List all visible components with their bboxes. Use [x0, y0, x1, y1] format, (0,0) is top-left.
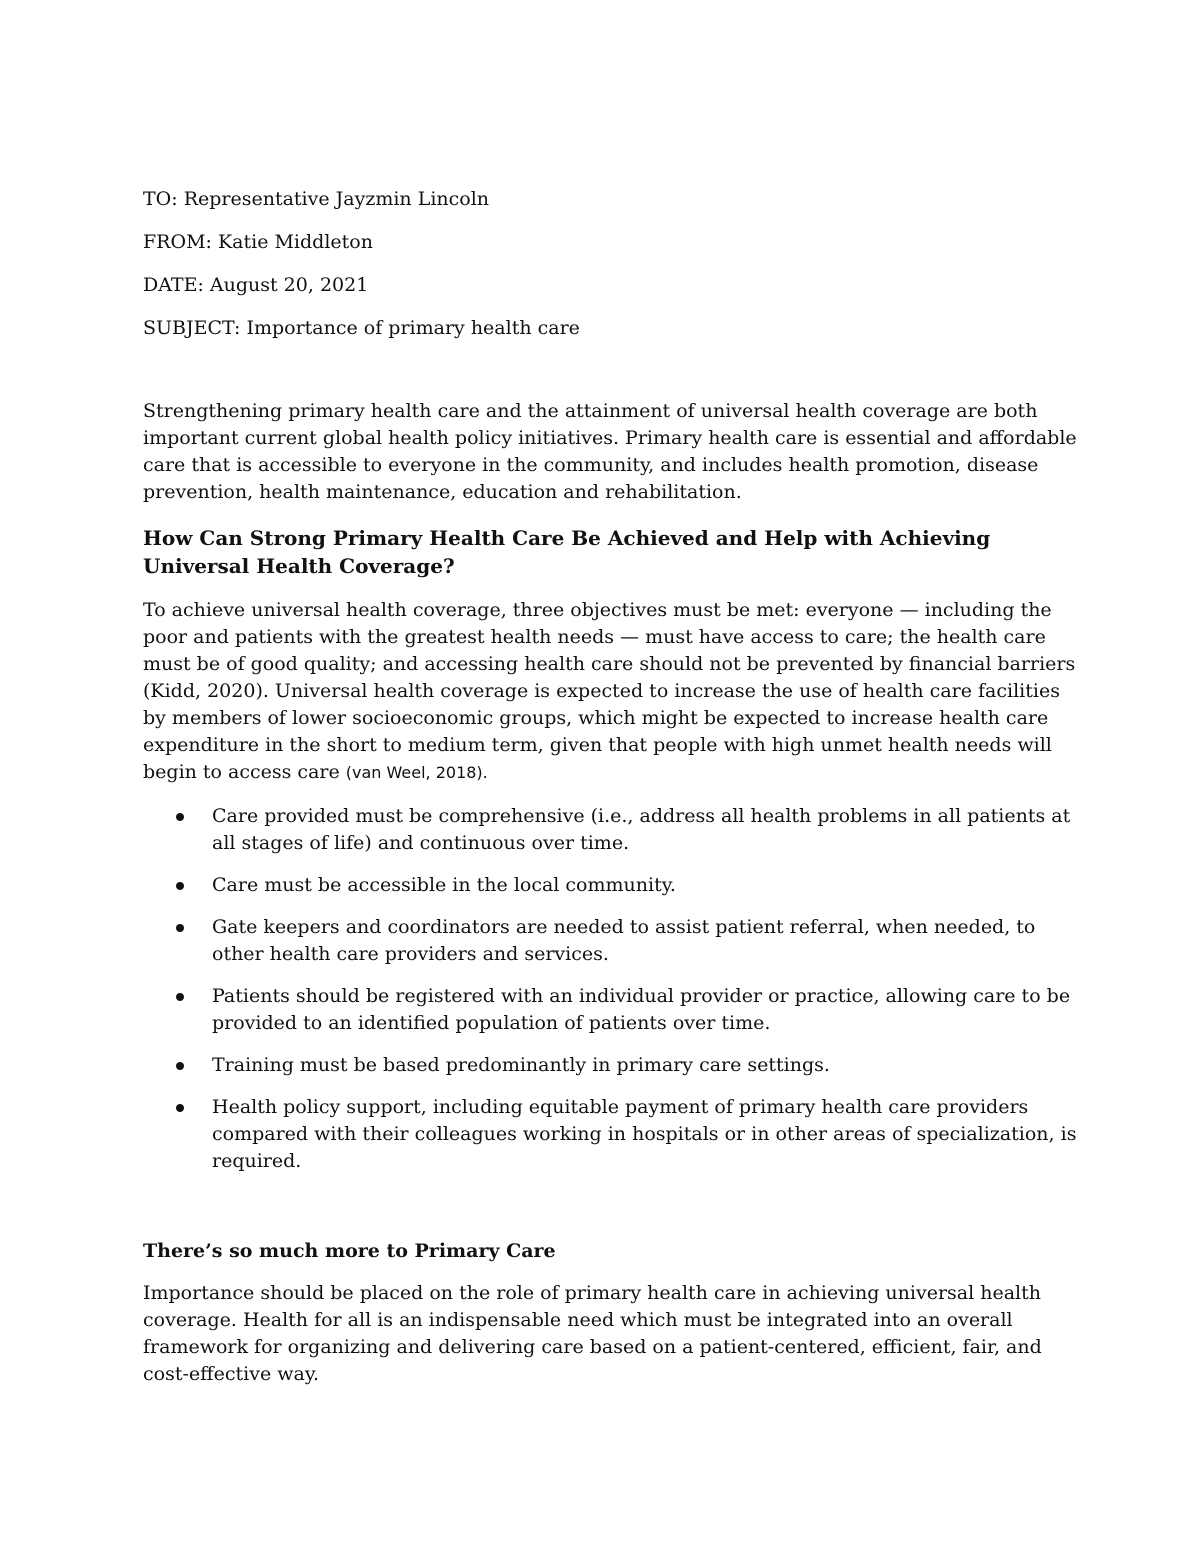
section2-heading-block	[143, 1237, 1083, 1265]
memo-subject: SUBJECT: Importance of primary health care	[143, 317, 580, 339]
bullet-icon	[176, 924, 184, 932]
section2-paragraph: Importance should be placed on the role of primary health care in achieving universal health coverage. Health for all is an indispensable need which must be integrated into an overall framework for organizing and delivering care based on a patient-centered, efficient, fair, and cost-effective way.	[143, 1282, 1042, 1385]
section1-paragraph-text: To achieve universal health coverage, three objectives must be met: everyone — including the poor and patients with the greatest health needs — must have access to care; the health care must be of good quality; and accessing health care should not be prevented by financial barriers (Kidd, 2020). Universal health coverage is expected to increase the use of health care facilities by members of lower socioeconomic groups, which might be expected to increase health care expenditure in the short to medium term, given that people with high unmet health needs will begin to access care	[143, 599, 1076, 783]
list-item-text: Care must be accessible in the local community.	[212, 874, 676, 896]
list-item	[143, 872, 1083, 899]
memo-from: FROM: Katie Middleton	[143, 231, 373, 253]
section1-heading: How Can Strong Primary Health Care Be Achieved and Help with Achieving Universal Health Coverage?	[143, 526, 991, 578]
bullet-icon	[176, 993, 184, 1001]
list-item-text: Training must be based predominantly in primary care settings.	[212, 1054, 830, 1076]
bullet-icon	[176, 1062, 184, 1070]
section1-paragraph	[143, 597, 1083, 786]
list-item-text: Patients should be registered with an individual provider or practice, allowing care to be provided to an identified population of patients over time.	[212, 985, 1071, 1034]
list-item	[143, 803, 1083, 857]
list-item	[143, 1094, 1083, 1175]
list-item	[143, 914, 1083, 968]
memo-to: TO: Representative Jayzmin Lincoln	[143, 188, 490, 210]
bullet-icon	[176, 882, 184, 890]
section1-paragraph-block	[143, 597, 1083, 786]
bullet-icon	[176, 1104, 184, 1112]
list-item-text: Health policy support, including equitable payment of primary health care providers compared with their colleagues working in hospitals or in other areas of specialization, is required.	[212, 1096, 1077, 1172]
memo-date: DATE: August 20, 2021	[143, 274, 369, 296]
list-item	[143, 983, 1083, 1037]
section1-citation: (van Weel, 2018).	[345, 763, 488, 782]
section1-heading-block	[143, 524, 1083, 580]
list-item-text: Gate keepers and coordinators are needed to assist patient referral, when needed, to other health care providers and services.	[212, 916, 1036, 965]
intro-paragraph: Strengthening primary health care and the attainment of universal health coverage are both important current global health policy initiatives. Primary health care is essential and affordable care that is accessible to everyone in the community, and includes health promotion, disease prevention, health maintenance, education and rehabilitation.	[143, 400, 1077, 503]
intro-block	[143, 398, 1083, 506]
list-item	[143, 1052, 1083, 1079]
section2-paragraph-block	[143, 1280, 1083, 1388]
list-item-text: Care provided must be comprehensive (i.e., address all health problems in all patients at all stages of life) and continuous over time.	[212, 805, 1071, 854]
requirements-list	[143, 803, 1083, 1190]
section2-heading: There’s so much more to Primary Care	[143, 1240, 556, 1262]
bullet-icon	[176, 813, 184, 821]
